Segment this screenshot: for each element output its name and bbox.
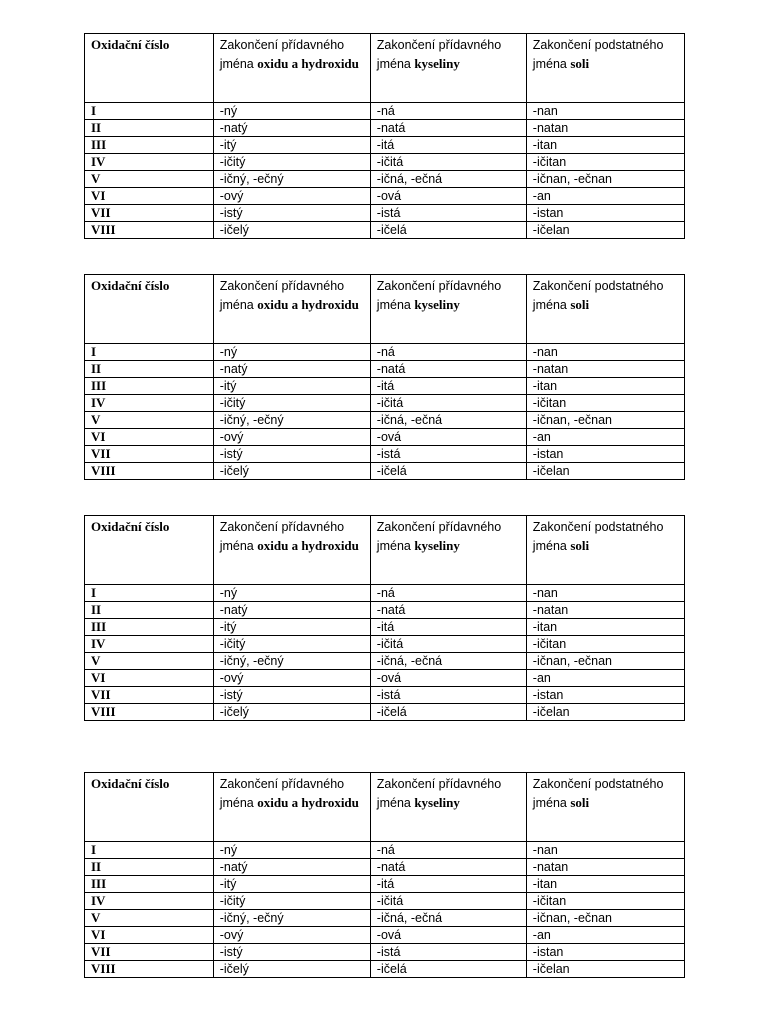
oxidation-number-cell: VIII [85, 463, 214, 480]
header-acid-ending: Zakončení přídavného jména kyseliny [370, 773, 526, 842]
salt-ending-cell: -nan [526, 585, 684, 602]
oxidation-number-cell: I [85, 103, 214, 120]
acid-ending-cell: -ičelá [370, 704, 526, 721]
oxidation-number-cell: III [85, 137, 214, 154]
acid-ending-cell: -ičná, -ečná [370, 910, 526, 927]
salt-ending-cell: -ičnan, -ečnan [526, 412, 684, 429]
acid-ending-cell: -ičelá [370, 961, 526, 978]
acid-ending-cell: -istá [370, 205, 526, 222]
acid-ending-cell: -ná [370, 842, 526, 859]
table-row [85, 961, 685, 978]
oxidation-number-cell: VI [85, 188, 214, 205]
table-header-row [85, 34, 685, 103]
table-row [85, 910, 685, 927]
header-salt-ending: Zakončení podstatného jména soli [526, 773, 684, 842]
oxidation-number-cell: VI [85, 927, 214, 944]
oxide-ending-cell: -ičelý [213, 704, 370, 721]
oxidation-number-cell: VIII [85, 704, 214, 721]
oxide-ending-cell: -itý [213, 619, 370, 636]
salt-ending-cell: -an [526, 429, 684, 446]
header-acid-ending: Zakončení přídavného jména kyseliny [370, 34, 526, 103]
acid-ending-cell: -istá [370, 687, 526, 704]
salt-ending-cell: -ičitan [526, 636, 684, 653]
acid-ending-cell: -itá [370, 137, 526, 154]
oxide-ending-cell: -ný [213, 842, 370, 859]
salt-ending-cell: -ičitan [526, 154, 684, 171]
salt-ending-cell: -ičitan [526, 893, 684, 910]
oxide-ending-cell: -ný [213, 103, 370, 120]
table-row [85, 222, 685, 239]
oxidation-number-cell: II [85, 120, 214, 137]
acid-ending-cell: -ová [370, 670, 526, 687]
header-salt-ending: Zakončení podstatného jména soli [526, 34, 684, 103]
acid-ending-cell: -natá [370, 602, 526, 619]
acid-ending-cell: -ičelá [370, 222, 526, 239]
table-row [85, 876, 685, 893]
acid-ending-cell: -ná [370, 344, 526, 361]
table-row [85, 429, 685, 446]
acid-ending-cell: -ová [370, 188, 526, 205]
oxidation-table-1 [84, 33, 685, 239]
oxide-ending-cell: -istý [213, 205, 370, 222]
table-row [85, 412, 685, 429]
table-header-row [85, 516, 685, 585]
oxide-ending-cell: -istý [213, 687, 370, 704]
oxide-ending-cell: -ičitý [213, 154, 370, 171]
table-row [85, 927, 685, 944]
oxidation-number-cell: I [85, 842, 214, 859]
salt-ending-cell: -ičelan [526, 704, 684, 721]
oxidation-number-cell: I [85, 585, 214, 602]
oxidation-number-cell: II [85, 361, 214, 378]
header-oxidation-number: Oxidační číslo [85, 34, 214, 103]
table-row [85, 585, 685, 602]
table-row [85, 361, 685, 378]
oxide-ending-cell: -ičitý [213, 893, 370, 910]
salt-ending-cell: -istan [526, 205, 684, 222]
oxidation-number-cell: IV [85, 395, 214, 412]
acid-ending-cell: -ná [370, 585, 526, 602]
oxidation-number-cell: II [85, 602, 214, 619]
oxidation-number-cell: VII [85, 944, 214, 961]
oxidation-number-cell: V [85, 171, 214, 188]
salt-ending-cell: -natan [526, 120, 684, 137]
table-row [85, 120, 685, 137]
acid-ending-cell: -ová [370, 927, 526, 944]
salt-ending-cell: -an [526, 670, 684, 687]
oxide-ending-cell: -ičný, -ečný [213, 171, 370, 188]
acid-ending-cell: -natá [370, 120, 526, 137]
salt-ending-cell: -istan [526, 944, 684, 961]
oxidation-table-4 [84, 772, 685, 978]
acid-ending-cell: -ičitá [370, 395, 526, 412]
salt-ending-cell: -natan [526, 361, 684, 378]
header-oxidation-number: Oxidační číslo [85, 516, 214, 585]
acid-ending-cell: -ičná, -ečná [370, 412, 526, 429]
oxide-ending-cell: -ný [213, 344, 370, 361]
oxidation-table-2 [84, 274, 685, 480]
oxide-ending-cell: -natý [213, 859, 370, 876]
table-row [85, 704, 685, 721]
table-row [85, 378, 685, 395]
table-row [85, 602, 685, 619]
table-row [85, 137, 685, 154]
oxide-ending-cell: -ičný, -ečný [213, 653, 370, 670]
oxidation-number-cell: V [85, 412, 214, 429]
salt-ending-cell: -itan [526, 137, 684, 154]
oxidation-number-cell: VIII [85, 222, 214, 239]
salt-ending-cell: -ičnan, -ečnan [526, 910, 684, 927]
salt-ending-cell: -nan [526, 344, 684, 361]
oxide-ending-cell: -ový [213, 927, 370, 944]
salt-ending-cell: -ičitan [526, 395, 684, 412]
acid-ending-cell: -itá [370, 876, 526, 893]
oxide-ending-cell: -natý [213, 361, 370, 378]
acid-ending-cell: -ová [370, 429, 526, 446]
table-row [85, 893, 685, 910]
table-row [85, 395, 685, 412]
acid-ending-cell: -ičitá [370, 154, 526, 171]
salt-ending-cell: -itan [526, 619, 684, 636]
acid-ending-cell: -ná [370, 103, 526, 120]
salt-ending-cell: -ičelan [526, 463, 684, 480]
table-row [85, 842, 685, 859]
table-row [85, 154, 685, 171]
header-oxidation-number: Oxidační číslo [85, 275, 214, 344]
oxidation-number-cell: VI [85, 429, 214, 446]
salt-ending-cell: -nan [526, 842, 684, 859]
salt-ending-cell: -istan [526, 687, 684, 704]
table-row [85, 944, 685, 961]
oxidation-number-cell: V [85, 910, 214, 927]
table-row [85, 103, 685, 120]
oxidation-table-3 [84, 515, 685, 721]
oxide-ending-cell: -ičelý [213, 961, 370, 978]
oxide-ending-cell: -itý [213, 378, 370, 395]
header-acid-ending: Zakončení přídavného jména kyseliny [370, 516, 526, 585]
table-row [85, 619, 685, 636]
salt-ending-cell: -an [526, 927, 684, 944]
oxide-ending-cell: -istý [213, 446, 370, 463]
oxidation-number-cell: VII [85, 446, 214, 463]
table-header-row [85, 275, 685, 344]
oxide-ending-cell: -istý [213, 944, 370, 961]
salt-ending-cell: -natan [526, 859, 684, 876]
oxidation-number-cell: IV [85, 636, 214, 653]
oxide-ending-cell: -ový [213, 188, 370, 205]
oxidation-number-cell: VII [85, 687, 214, 704]
oxidation-number-cell: II [85, 859, 214, 876]
header-salt-ending: Zakončení podstatného jména soli [526, 275, 684, 344]
salt-ending-cell: -natan [526, 602, 684, 619]
oxidation-number-cell: III [85, 619, 214, 636]
salt-ending-cell: -ičnan, -ečnan [526, 171, 684, 188]
header-oxide-ending: Zakončení přídavného jména oxidu a hydroxidu [213, 516, 370, 585]
table-header-row [85, 773, 685, 842]
acid-ending-cell: -istá [370, 944, 526, 961]
oxide-ending-cell: -itý [213, 876, 370, 893]
oxidation-number-cell: I [85, 344, 214, 361]
acid-ending-cell: -itá [370, 378, 526, 395]
salt-ending-cell: -ičnan, -ečnan [526, 653, 684, 670]
salt-ending-cell: -itan [526, 378, 684, 395]
salt-ending-cell: -ičelan [526, 222, 684, 239]
oxidation-number-cell: VIII [85, 961, 214, 978]
oxide-ending-cell: -ičitý [213, 395, 370, 412]
oxide-ending-cell: -ičný, -ečný [213, 910, 370, 927]
oxide-ending-cell: -natý [213, 602, 370, 619]
table-row [85, 446, 685, 463]
oxide-ending-cell: -ový [213, 670, 370, 687]
table-row [85, 636, 685, 653]
oxidation-number-cell: IV [85, 893, 214, 910]
table-row [85, 463, 685, 480]
table-row [85, 670, 685, 687]
oxide-ending-cell: -ičelý [213, 222, 370, 239]
oxide-ending-cell: -ičelý [213, 463, 370, 480]
oxide-ending-cell: -ný [213, 585, 370, 602]
salt-ending-cell: -ičelan [526, 961, 684, 978]
salt-ending-cell: -an [526, 188, 684, 205]
header-oxide-ending: Zakončení přídavného jména oxidu a hydroxidu [213, 773, 370, 842]
oxide-ending-cell: -itý [213, 137, 370, 154]
header-acid-ending: Zakončení přídavného jména kyseliny [370, 275, 526, 344]
acid-ending-cell: -itá [370, 619, 526, 636]
table-row [85, 188, 685, 205]
table-row [85, 653, 685, 670]
acid-ending-cell: -natá [370, 859, 526, 876]
oxidation-number-cell: III [85, 378, 214, 395]
oxidation-number-cell: VII [85, 205, 214, 222]
header-oxidation-number: Oxidační číslo [85, 773, 214, 842]
acid-ending-cell: -ičná, -ečná [370, 653, 526, 670]
salt-ending-cell: -itan [526, 876, 684, 893]
oxide-ending-cell: -ičitý [213, 636, 370, 653]
acid-ending-cell: -istá [370, 446, 526, 463]
table-row [85, 859, 685, 876]
acid-ending-cell: -ičitá [370, 893, 526, 910]
acid-ending-cell: -ičitá [370, 636, 526, 653]
header-salt-ending: Zakončení podstatného jména soli [526, 516, 684, 585]
acid-ending-cell: -natá [370, 361, 526, 378]
oxide-ending-cell: -ičný, -ečný [213, 412, 370, 429]
oxidation-number-cell: VI [85, 670, 214, 687]
oxidation-number-cell: III [85, 876, 214, 893]
oxide-ending-cell: -ový [213, 429, 370, 446]
salt-ending-cell: -istan [526, 446, 684, 463]
acid-ending-cell: -ičná, -ečná [370, 171, 526, 188]
salt-ending-cell: -nan [526, 103, 684, 120]
oxide-ending-cell: -natý [213, 120, 370, 137]
oxidation-number-cell: V [85, 653, 214, 670]
oxidation-number-cell: IV [85, 154, 214, 171]
table-row [85, 344, 685, 361]
header-oxide-ending: Zakončení přídavného jména oxidu a hydroxidu [213, 34, 370, 103]
table-row [85, 171, 685, 188]
header-oxide-ending: Zakončení přídavného jména oxidu a hydroxidu [213, 275, 370, 344]
table-row [85, 205, 685, 222]
acid-ending-cell: -ičelá [370, 463, 526, 480]
table-row [85, 687, 685, 704]
